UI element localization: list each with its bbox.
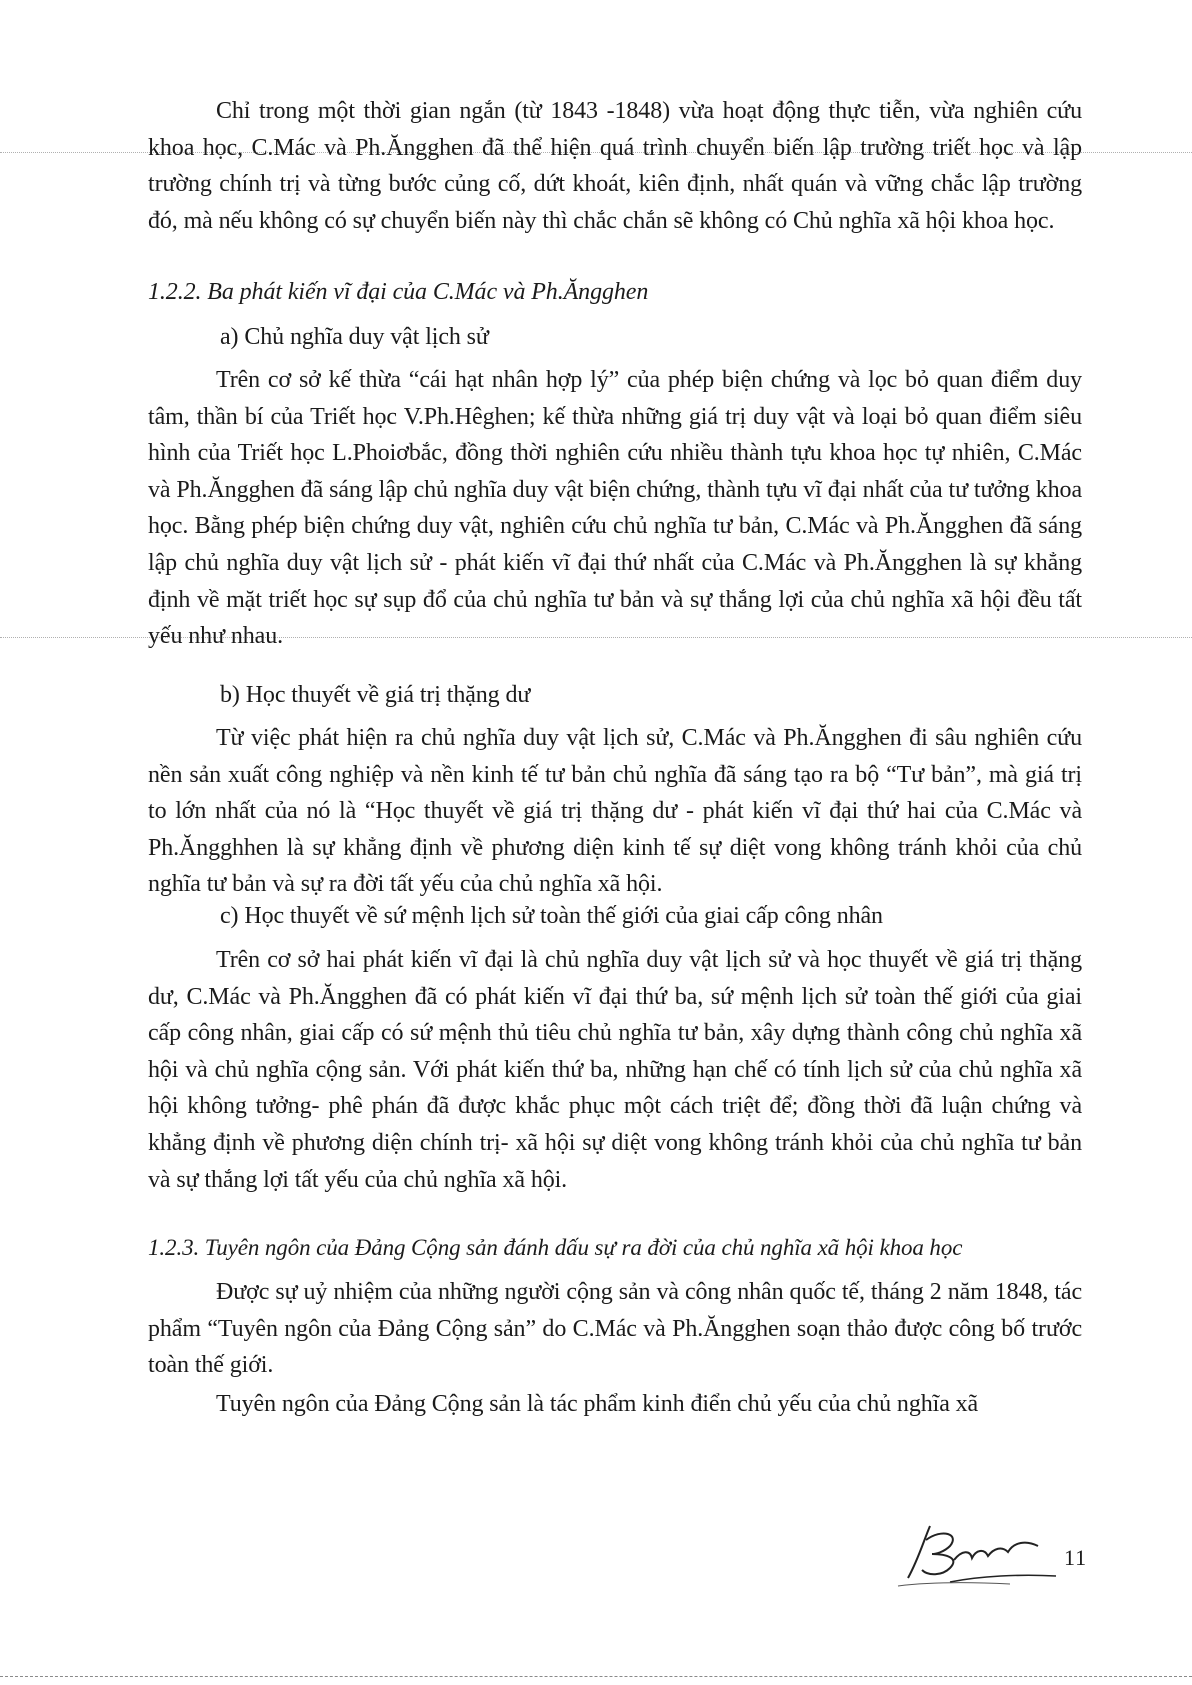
section-heading-1-2-2: 1.2.2. Ba phát kiến vĩ đại của C.Mác và Ph.Ăngghen	[148, 279, 649, 305]
handwritten-signature	[890, 1520, 1060, 1590]
bottom-scan-edge	[0, 1676, 1192, 1677]
paragraph-a-body: Trên cơ sở kế thừa “cái hạt nhân hợp lý” của phép biện chứng và lọc bỏ quan điểm duy tâm, thần bí của Triết học V.Ph.Hêghen; kế thừa những giá trị duy vật và loại bỏ quan điểm siêu hình của Triết học L.Phoiơbắc, đồng thời nghiên cứu nhiều thành tựu khoa học tự nhiên, C.Mác và Ph.Ăngghen đã sáng lập chủ nghĩa duy vật biện chứng, thành tựu vĩ đại nhất của tư tưởng khoa học. Bằng phép biện chứng duy vật, nghiên cứu chủ nghĩa tư bản, C.Mác và Ph.Ăngghen đã sáng lập chủ nghĩa duy vật lịch sử - phát kiến vĩ đại thứ nhất của C.Mác và Ph.Ăngghen là sự khẳng định về mặt triết học sự sụp đổ của chủ nghĩa tư bản và sự thắng lợi của chủ nghĩa xã hội đều tất yếu như nhau.	[148, 367, 1082, 650]
paragraph-b-body: Từ việc phát hiện ra chủ nghĩa duy vật lịch sử, C.Mác và Ph.Ăngghen đi sâu nghiên cứu nền sản xuất công nghiệp và nền kinh tế tư bản chủ nghĩa đã sáng tạo ra bộ “Tư bản”, mà giá trị to lớn nhất của nó là “Học thuyết về giá trị thặng dư - phát kiến vĩ đại thứ hai của C.Mác và Ph.Ăngghhen là sự khẳng định về phương diện kinh tế sự diệt vong không tránh khỏi của chủ nghĩa tư bản và sự ra đời tất yếu của chủ nghĩa xã hội.	[148, 725, 1082, 898]
subheading-a: a) Chủ nghĩa duy vật lịch sử	[220, 324, 489, 350]
intro-paragraph: Chỉ trong một thời gian ngắn (từ 1843 -1848) vừa hoạt động thực tiễn, vừa nghiên cứu khoa học, C.Mác và Ph.Ăngghen đã thể hiện quá trình chuyển biến lập trường triết học và lập trường chính trị và từng bước củng cố, dứt khoát, kiên định, nhất quán và vững chắc lập trường đó, mà nếu không có sự chuyển biến này thì chắc chắn sẽ không có Chủ nghĩa xã hội khoa học.	[148, 98, 1082, 234]
paragraph-1-2-3-a: Được sự uỷ nhiệm của những người cộng sản và công nhân quốc tế, tháng 2 năm 1848, tác phẩm “Tuyên ngôn của Đảng Cộng sản” do C.Mác và Ph.Ăngghen soạn thảo được công bố trước toàn thế giới.	[148, 1279, 1082, 1379]
subheading-b: b) Học thuyết về giá trị thặng dư	[220, 682, 531, 708]
subheading-c: c) Học thuyết về sứ mệnh lịch sử toàn thế giới của giai cấp công nhân	[220, 903, 883, 929]
paragraph-c-body: Trên cơ sở hai phát kiến vĩ đại là chủ nghĩa duy vật lịch sử và học thuyết về giá trị thặng dư, C.Mác và Ph.Ăngghen đã có phát kiến vĩ đại thứ ba, sứ mệnh lịch sử toàn thế giới của giai cấp công nhân, giai cấp có sứ mệnh thủ tiêu chủ nghĩa tư bản, xây dựng thành công chủ nghĩa xã hội và chủ nghĩa cộng sản. Với phát kiến thứ ba, những hạn chế có tính lịch sử của chủ nghĩa xã hội không tưởng- phê phán đã được khắc phục một cách triệt để; đồng thời đã luận chứng và khẳng định về phương diện chính trị- xã hội sự diệt vong không tránh khỏi của chủ nghĩa tư bản và sự thắng lợi tất yếu của chủ nghĩa xã hội.	[148, 947, 1082, 1193]
page-number: 11	[1064, 1545, 1088, 1570]
section-heading-1-2-3: 1.2.3. Tuyên ngôn của Đảng Cộng sản đánh dấu sự ra đời của chủ nghĩa xã hội khoa học	[148, 1235, 963, 1260]
paragraph-1-2-3-b: Tuyên ngôn của Đảng Cộng sản là tác phẩm kinh điển chủ yếu của chủ nghĩa xã	[216, 1391, 979, 1417]
